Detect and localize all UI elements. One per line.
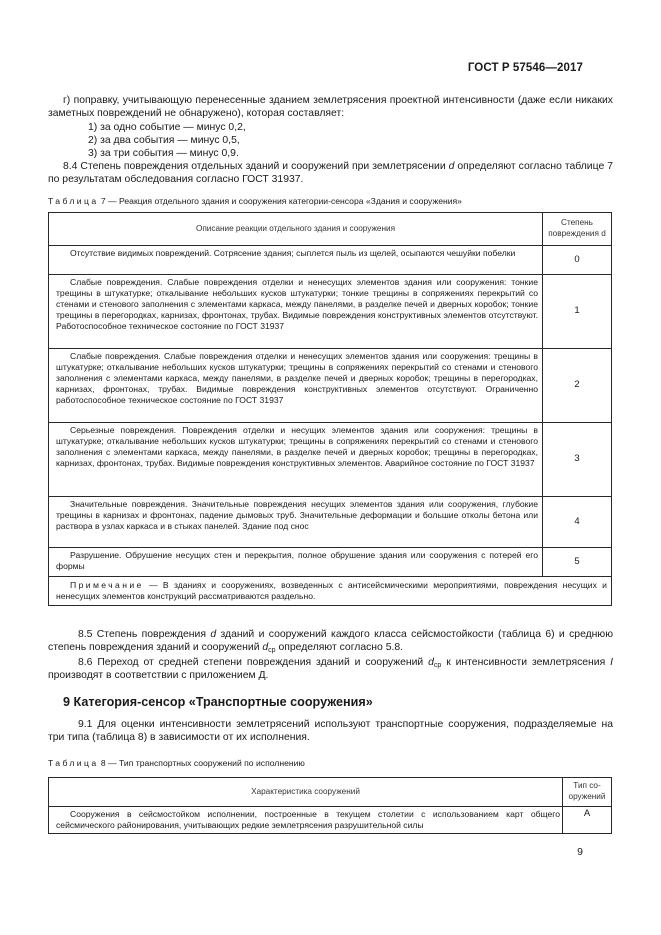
table7-caption [48, 196, 462, 207]
table7-note-label: Примечание [70, 580, 144, 590]
paragraph-8-6 [48, 656, 613, 683]
paragraph-9-1: 9.1 Для оценки интенсивности землетрясений используют транспортные сооружения, подразделяемые на три типа (таблица 8) в зависимости от их исполнения. [48, 719, 613, 744]
table-row [49, 807, 612, 834]
p85-text-a: 8.5 Степень повреждения [78, 629, 206, 640]
p86-text-a: 8.6 Переход от средней степени повреждения зданий и сооружений [78, 657, 424, 668]
table7-degree-0: 0 [543, 246, 612, 275]
table7-note [49, 577, 612, 606]
table7-col-degree [543, 213, 612, 246]
table8 [48, 777, 612, 834]
table7-caption-label: Таблица [48, 196, 99, 206]
table7-desc-5: Разрушение. Обрушение несущих стен и перекрытия, полное обрушение здания или сооружения с потерей его формы [49, 548, 543, 577]
p84-text-b: определяют согласно таблице 7 по результатам обследования согласно ГОСТ 31937. [48, 161, 613, 186]
table7 [48, 212, 612, 606]
table7-col-degree-line1: Степень [561, 218, 593, 228]
table7-note-row [49, 577, 612, 606]
p85-var-d: d [210, 629, 217, 640]
table8-col-type-line1: Тип со- [573, 781, 601, 791]
document-code-header: ГОСТ Р 57546—2017 [467, 62, 583, 74]
table7-degree-3: 3 [543, 423, 612, 497]
table7-desc-2: Слабые повреждения. Слабые повреждения отделки и ненесущих элементов здания или сооружения: трещины в штукатурке; откалывание небольших кусков штукатурки; трещины в сопряжениях перекрытий со стенами и стенового заполнения с элементами каркаса, между панелями, в разделке печей и дверных коробок; трещины в перегородках, карнизах, фронтонах, трубах. Видимые повреждения конструктивных элементов отсутствуют. Ограниченно работоспособное техническое состояние по ГОСТ 31937 [49, 349, 543, 423]
table7-col-degree-line2: повреждения d [548, 229, 606, 238]
table-row [49, 246, 612, 275]
table7-degree-2: 2 [543, 349, 612, 423]
p85-sub-cp: ср [268, 647, 276, 655]
table7-desc-1: Слабые повреждения. Слабые повреждения отделки и ненесущих элементов здания или сооружения: тонкие трещины в штукатурке; откалывание небольших кусков штукатурки; тонкие трещины в сопряжениях перекрытий со стенами и стенового заполнения с элементами каркаса, между панелями, в разделке печей и дверных коробок; тонкие трещины в перегородках, карнизах, фронтонах, трубах. Видимые повреждения конструктивных элементов отсутствуют. Работоспособное техническое состояние по ГОСТ 31937 [49, 275, 543, 349]
table8-caption-label: Таблица [48, 758, 99, 768]
p86-text-c: производят в соответствии с приложением Д. [48, 670, 269, 682]
table7-header-row [49, 213, 612, 246]
table-row [49, 423, 612, 497]
table8-col-type-line2: оружений [568, 792, 606, 801]
table8-type-0: А [563, 807, 612, 834]
p86-var-i: I [610, 657, 613, 668]
p86-text-b: к интенсивности землетрясения [446, 657, 606, 668]
table7-desc-4: Значительные повреждения. Значительные повреждения несущих элементов здания или сооружения, глубокие трещины в карнизах и фронтонах, падение дымовых труб. Значительные деформации и большие отколы бетона или раствора в узлах каркаса и в стыках панелей. Здание под снос [49, 497, 543, 548]
paragraph-g [48, 94, 613, 121]
table-row [49, 497, 612, 548]
table7-degree-4: 4 [543, 497, 612, 548]
paragraph-8-5 [48, 628, 613, 655]
paragraph-g-line2: если никаких заметных повреждений не обнаружено), которая составляет: [48, 95, 614, 120]
table8-col-desc: Характеристика сооружений [49, 778, 563, 807]
p86-var-d: d [428, 657, 434, 668]
paragraph-8-4 [48, 160, 613, 187]
p85-text-b: зданий и сооружений каждого класса сейсмостойкости (таблица 6) и среднюю степень повреждения зданий и сооружений [48, 629, 614, 654]
table8-header-row [49, 778, 612, 807]
table7-col-desc: Описание реакции отдельного здания и сооружения [49, 213, 543, 246]
section-9-heading: 9 Категория-сенсор «Транспортные сооружения» [63, 695, 373, 709]
list-item-3: 3) за три события — минус 0,9. [88, 148, 239, 159]
table7-degree-1: 1 [543, 275, 612, 349]
page-number: 9 [577, 846, 583, 858]
table8-desc-0: Сооружения в сейсмостойком исполнении, построенные в текущем столетии с использованием карт общего сейсмического районирования, учитывающих редкие землетрясения разрушительной силы [49, 807, 563, 834]
paragraph-g-line1: г) поправку, учитывающую перенесенные зданием землетрясения проектной интенсивности (даже [63, 95, 546, 106]
table7-desc-3: Серьезные повреждения. Повреждения отделки и несущих элементов здания или сооружения: трещины в штукатурке; откалывание небольших кусков штукатурки; трещины в сопряжениях перекрытий со стенами и стенового заполнения с элементами каркаса, между панелями, в разделке печей и дверных коробок; трещины в перегородках, карнизах, фронтонах, трубах. Видимые повреждения конструктивных элементов. Аварийное состояние по ГОСТ 31937 [49, 423, 543, 497]
table7-desc-0: Отсутствие видимых повреждений. Сотрясение здания; сыплется пыль из щелей, осыпаются чешуйки побелки [49, 246, 543, 275]
p85-var-d2: d [262, 642, 269, 654]
p84-text-a: 8.4 Степень повреждения отдельных зданий и сооружений при землетрясении [63, 161, 446, 172]
list-item-1: 1) за одно событие — минус 0,2, [88, 122, 246, 133]
table8-caption [48, 758, 305, 769]
table-row [49, 275, 612, 349]
p85-text-c: определяют согласно 5.8. [278, 642, 404, 654]
table-row [49, 548, 612, 577]
table7-degree-5: 5 [543, 548, 612, 577]
p84-var-d: d [448, 161, 455, 172]
p86-sub-cp: ср [433, 662, 442, 669]
table8-col-type [563, 778, 612, 807]
table7-caption-text: 7 — Реакция отдельного здания и сооружения категории-сенсора «Здания и сооружения» [100, 196, 462, 206]
table-row [49, 349, 612, 423]
table8-caption-text: 8 — Тип транспортных сооружений по исполнению [100, 758, 305, 768]
table7-note-text: — В зданиях и сооружениях, возведенных с антисейсмическими мероприятиями, повреждения несущих и ненесущих элементов конструкций рассматриваются раздельно. [56, 580, 607, 601]
list-item-2: 2) за два события — минус 0,5, [88, 135, 240, 146]
